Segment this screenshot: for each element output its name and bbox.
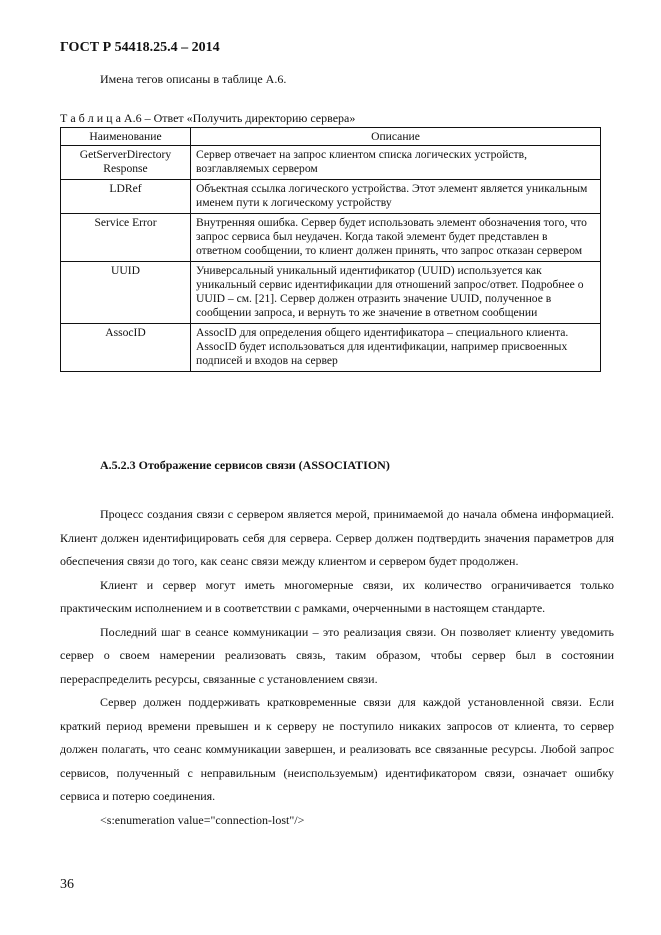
column-header-name: Наименование (61, 128, 191, 146)
section-heading: А.5.2.3 Отображение сервисов связи (ASSOCIATION) (100, 458, 390, 472)
page-number: 36 (60, 877, 74, 892)
table-row (61, 262, 601, 324)
body-paragraph: Клиент и сервер могут иметь многомерные связи, их количество ограничивается только практическим исполнением и в соответствии с рамками, очерченными в настоящем стандарте. (60, 577, 614, 615)
row-name-line: AssocID (105, 326, 146, 339)
row-description-cell: Внутренняя ошибка. Сервер будет использовать элемент обозначения того, что запрос сервиса был неудачен. Когда такой элемент будет представлен в ответном сообщении, то клиент должен принять, что запрос отказан сервером (191, 214, 601, 262)
row-name-cell (61, 324, 191, 372)
row-name-line: GetServerDirectory (79, 148, 172, 161)
table-header-row (61, 128, 601, 146)
table-row (61, 324, 601, 372)
row-name-cell (61, 262, 191, 324)
section-body (60, 503, 614, 832)
row-name-line: LDRef (109, 182, 142, 195)
row-name-line: UUID (111, 264, 140, 277)
table-row (61, 214, 601, 262)
row-name-line: Service Error (94, 216, 157, 229)
document-header: ГОСТ Р 54418.25.4 – 2014 (60, 40, 220, 55)
row-description-cell: Универсальный уникальный идентификатор (UUID) используется как уникальный сервис идентификации для отношений запрос/ответ. Подробнее о UUID – см. [21]. Сервер должен отразить значение UUID, полученное в сообщении запроса, и вернуть то же значение в ответном сообщении (191, 262, 601, 324)
row-description-cell: AssocID для определения общего идентификатора – специального клиента. AssocID будет использоваться для идентификации, например присвоенных подписей и входов на сервер (191, 324, 601, 372)
intro-text: Имена тегов описаны в таблице А.6. (100, 72, 287, 86)
row-name-cell (61, 214, 191, 262)
row-description-cell: Сервер отвечает на запрос клиентом списка логических устройств, возглавляемых сервером (191, 146, 601, 180)
row-name-line: Response (103, 162, 148, 175)
body-paragraph: Последний шаг в сеансе коммуникации – это реализация связи. Он позволяет клиенту уведомить сервер о своем намерении реализовать связь, таким образом, чтобы сервер был в состоянии перераспределить ресурсы, связанные с установлением связи. (60, 624, 614, 686)
table-row (61, 146, 601, 180)
column-header-description: Описание (191, 128, 601, 146)
body-paragraph: Процесс создания связи с сервером является мерой, принимаемой до начала обмена информацией. Клиент должен идентифицировать себя для сервера. Сервер должен подтвердить значения параметров для обеспечения связи до того, как сеанс связи между клиентом и сервером будет продолжен. (60, 507, 614, 568)
server-directory-table (60, 127, 601, 372)
body-paragraph: Сервер должен поддерживать кратковременные связи для каждой установленной связи. Если краткий период времени превышен и к серверу не поступило никаких запросов от клиента, то сервер должен полагать, что сеанс коммуникации завершен, и реализовать все связанные ресурсы. Любой запрос сервисов, полученный с неправильным (неиспользуемым) идентификатором связи, означает ошибку сервиса и потерю соединения. (60, 695, 614, 803)
row-description-cell: Объектная ссылка логического устройства. Этот элемент является уникальным именем пути к логическому устройству (191, 180, 601, 214)
table-row (61, 180, 601, 214)
row-name-cell (61, 146, 191, 180)
code-snippet: <s:enumeration value="connection-lost"/> (100, 812, 305, 827)
row-name-cell (61, 180, 191, 214)
table-caption: Т а б л и ц а А.6 – Ответ «Получить директорию сервера» (60, 111, 356, 125)
